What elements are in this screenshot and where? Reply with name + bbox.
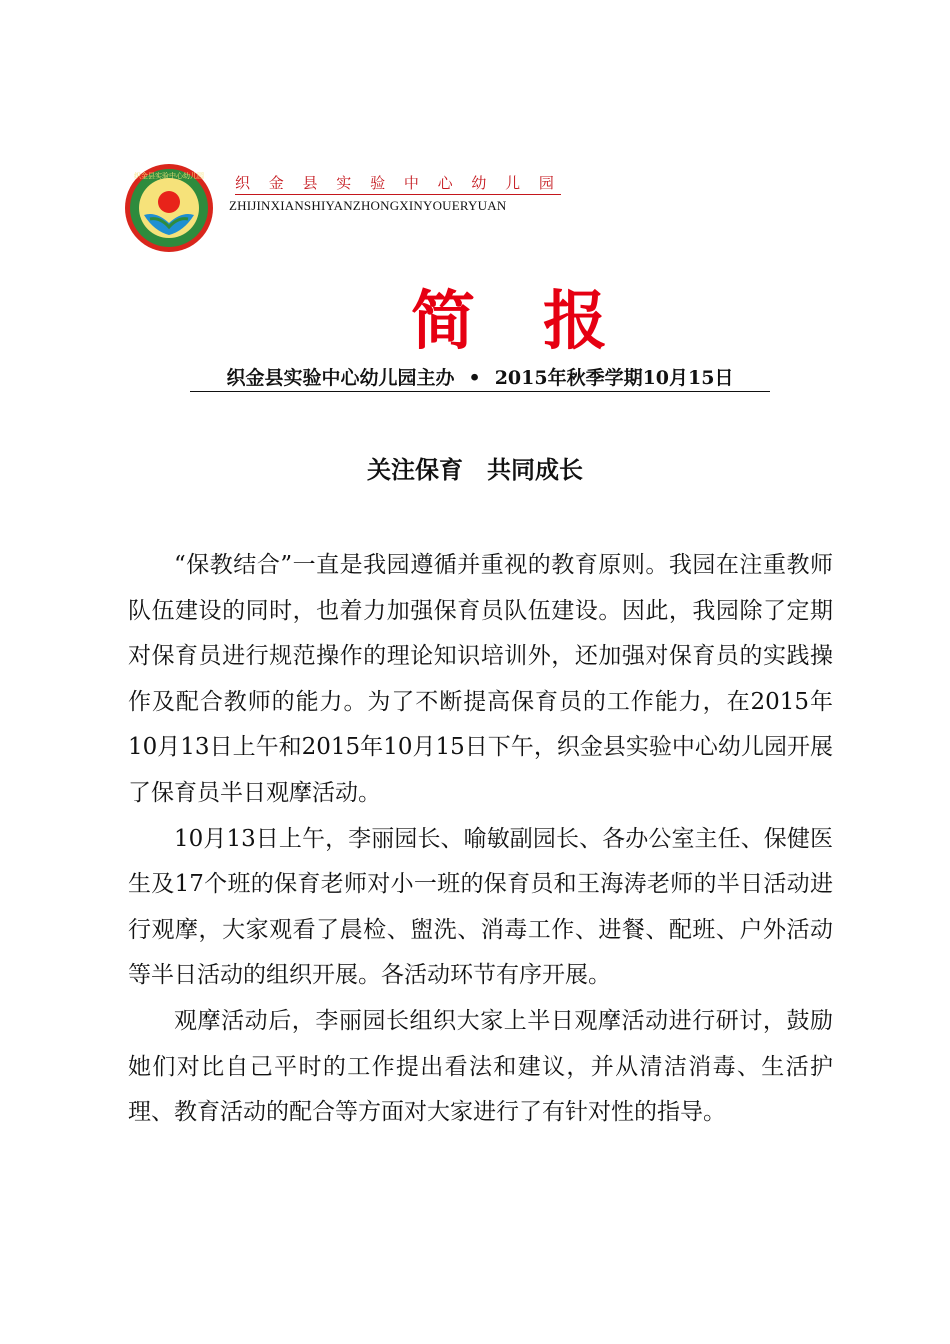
issue-date: 2015年秋季学期10月15日 bbox=[494, 367, 734, 389]
org-name-cn: 织 金 县 实 验 中 心 幼 儿 园 bbox=[235, 172, 561, 195]
separator-dot: • bbox=[468, 367, 481, 389]
logo-ring-text: 织金县实验中心幼儿园 bbox=[134, 172, 204, 180]
article-body bbox=[128, 543, 833, 1136]
paragraph: “保教结合”一直是我园遵循并重视的教育原则。我园在注重教师队伍建设的同时，也着力加强保育员队伍建设。因此，我园除了定期对保育员进行规范操作的理论知识培训外，还加强对保育员的实践操作及配合教师的能力。为了不断提高保育员的工作能力，在2015年10月13日上午和2015年10月15日下午，织金县实验中心幼儿园开展了保育员半日观摩活动。 bbox=[128, 552, 833, 806]
paragraph: 观摩活动后，李丽园长组织大家上半日观摩活动进行研讨，鼓励她们对比自己平时的工作提出看法和建议，并从清洁消毒、生活护理、教育活动的配合等方面对大家进行了有针对性的指导。 bbox=[128, 1007, 833, 1126]
logo-sun-icon bbox=[158, 191, 180, 213]
paragraph: 10月13日上午，李丽园长、喻敏副园长、各办公室主任、保健医生及17个班的保育老师对小一班的保育员和王海涛老师的半日活动进行观摩，大家观看了晨检、盥洗、消毒工作、进餐、配班、户外活动等半日活动的组织开展。各活动环节有序开展。 bbox=[128, 825, 833, 989]
document-title: 简报 bbox=[411, 284, 675, 359]
kindergarten-logo bbox=[124, 163, 214, 253]
host-org: 织金县实验中心幼儿园主办 bbox=[226, 367, 455, 389]
org-name-pinyin: ZHIJINXIANSHIYANZHONGXINYOUERYUAN bbox=[229, 198, 507, 213]
article-headline: 关注保育 共同成长 bbox=[367, 456, 583, 484]
issue-meta-line bbox=[190, 363, 770, 392]
